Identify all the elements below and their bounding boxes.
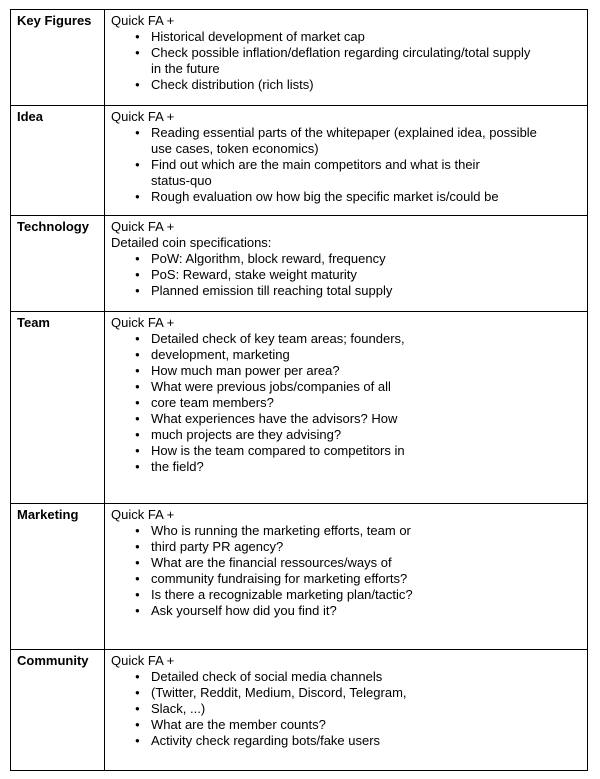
table-row-community (11, 650, 588, 771)
list-item: ● Find out which are the main competitors and what is their (111, 157, 581, 173)
intro-line: Detailed coin specifications: (111, 235, 272, 250)
list-item: ● What are the member counts? (111, 717, 581, 733)
bullet-list (111, 523, 581, 619)
list-item: ● PoS: Reward, stake weight maturity (111, 267, 581, 283)
row-content-community (105, 650, 588, 771)
table-row-marketing (11, 504, 588, 650)
row-label-community: Community (11, 650, 105, 771)
row-label-technology: Technology (11, 216, 105, 312)
row-content-key-figures (105, 10, 588, 106)
intro-line: Quick FA + (111, 109, 175, 124)
list-item: ● PoW: Algorithm, block reward, frequency (111, 251, 581, 267)
list-item: ● (Twitter, Reddit, Medium, Discord, Telegram, (111, 685, 581, 701)
list-item: ● core team members? (111, 395, 581, 411)
list-item: ● Is there a recognizable marketing plan/tactic? (111, 587, 581, 603)
bullet-list (111, 251, 581, 299)
list-item: ● Check possible inflation/deflation regarding circulating/total supply (111, 45, 581, 61)
intro-line: Quick FA + (111, 219, 175, 234)
list-item: ● Reading essential parts of the whitepaper (explained idea, possible (111, 125, 581, 141)
list-item: ● How is the team compared to competitors in (111, 443, 581, 459)
list-item: ● Planned emission till reaching total supply (111, 283, 581, 299)
list-item: ● What experiences have the advisors? How (111, 411, 581, 427)
list-item: ● Historical development of market cap (111, 29, 581, 45)
bullet-list (111, 669, 581, 749)
list-item: ● Who is running the marketing efforts, team or (111, 523, 581, 539)
list-item: ● community fundraising for marketing efforts? (111, 571, 581, 587)
list-item: ● Detailed check of key team areas; founders, (111, 331, 581, 347)
row-label-team: Team (11, 312, 105, 504)
fundamental-analysis-table (10, 9, 588, 771)
list-item: ● third party PR agency? (111, 539, 581, 555)
bullet-list (111, 331, 581, 475)
list-item: ● Activity check regarding bots/fake users (111, 733, 581, 749)
intro-line: Quick FA + (111, 13, 175, 28)
list-item: ● How much man power per area? (111, 363, 581, 379)
intro-line: Quick FA + (111, 653, 175, 668)
list-item: ● the field? (111, 459, 581, 475)
list-item: status-quo (151, 173, 212, 188)
intro-line: Quick FA + (111, 315, 175, 330)
bullet-list (111, 125, 581, 205)
row-content-marketing (105, 504, 588, 650)
row-label-idea: Idea (11, 106, 105, 216)
list-item: ● Rough evaluation ow how big the specific market is/could be (111, 189, 581, 205)
row-content-technology (105, 216, 588, 312)
list-item: ● What are the financial ressources/ways of (111, 555, 581, 571)
row-content-idea (105, 106, 588, 216)
row-label-marketing: Marketing (11, 504, 105, 650)
row-content-team (105, 312, 588, 504)
table-body (11, 10, 588, 771)
table-row-team (11, 312, 588, 504)
list-item: ● development, marketing (111, 347, 581, 363)
list-item: ● What were previous jobs/companies of all (111, 379, 581, 395)
table-row-technology (11, 216, 588, 312)
bullet-list (111, 29, 581, 93)
list-item: use cases, token economics) (151, 141, 319, 156)
list-item: ● Detailed check of social media channels (111, 669, 581, 685)
list-item: ● Ask yourself how did you find it? (111, 603, 581, 619)
list-item: ● Check distribution (rich lists) (111, 77, 581, 93)
row-label-key-figures: Key Figures (11, 10, 105, 106)
table-row-idea (11, 106, 588, 216)
list-item: ● Slack, ...) (111, 701, 581, 717)
intro-line: Quick FA + (111, 507, 175, 522)
list-item: ● much projects are they advising? (111, 427, 581, 443)
list-item: in the future (151, 61, 220, 76)
table-row-key-figures (11, 10, 588, 106)
